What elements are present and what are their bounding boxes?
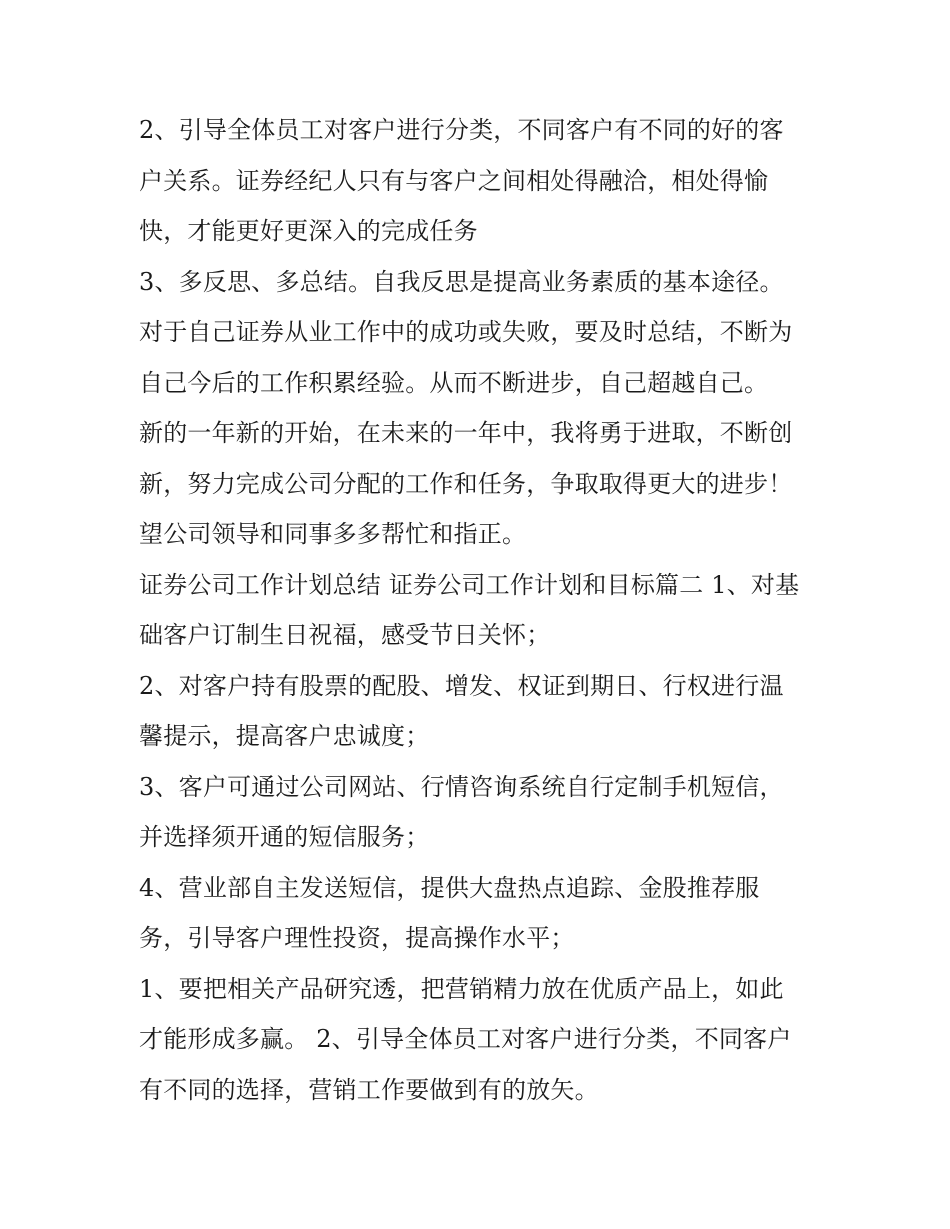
text-line: 新的一年新的开始，在未来的一年中，我将勇于进取，不断创 bbox=[139, 419, 793, 447]
text-line: 馨提示，提高客户忠诚度； bbox=[139, 722, 430, 750]
text-line: 3、多反思、多总结。自我反思是提高业务素质的基本途径。 bbox=[139, 267, 784, 296]
text-line: 3、客户可通过公司网站、行情咨询系统自行定制手机短信， bbox=[139, 772, 784, 801]
text-line: 对于自己证券从业工作中的成功或失败，要及时总结，不断为 bbox=[139, 318, 793, 346]
text-line: 4、营业部自主发送短信，提供大盘热点追踪、金股推荐服 bbox=[139, 873, 760, 902]
text-line: 有不同的选择，营销工作要做到有的放矢。 bbox=[139, 1075, 599, 1104]
text-line: 2、对客户持有股票的配股、增发、权证到期日、行权进行温 bbox=[139, 671, 784, 700]
text-line: 自己今后的工作积累经验。从而不断进步，自己超越自己。 bbox=[139, 368, 769, 397]
document-body bbox=[139, 105, 829, 1115]
text-line: 2、引导全体员工对客户进行分类，不同客户有不同的好的客 bbox=[139, 116, 784, 144]
text-line: 才能形成多赢。 2、引导全体员工对客户进行分类，不同客户 bbox=[139, 1025, 792, 1053]
text-line: 务，引导客户理性投资，提高操作水平； bbox=[139, 924, 575, 952]
text-line: 户关系。证券经纪人只有与客户之间相处得融洽，相处得愉 bbox=[139, 166, 769, 195]
text-line: 并选择须开通的短信服务； bbox=[139, 823, 430, 851]
text-line: 1、要把相关产品研究透，把营销精力放在优质产品上，如此 bbox=[139, 974, 784, 1003]
text-line: 望公司领导和同事多多帮忙和指正。 bbox=[139, 520, 527, 548]
text-line: 证券公司工作计划总结 证券公司工作计划和目标篇二 1、对基 bbox=[139, 570, 800, 599]
text-line: 新，努力完成公司分配的工作和任务，争取取得更大的进步！ bbox=[139, 469, 793, 498]
text-line: 础客户订制生日祝福，感受节日关怀； bbox=[139, 621, 551, 649]
text-line: 快，才能更好更深入的完成任务 bbox=[139, 217, 478, 245]
